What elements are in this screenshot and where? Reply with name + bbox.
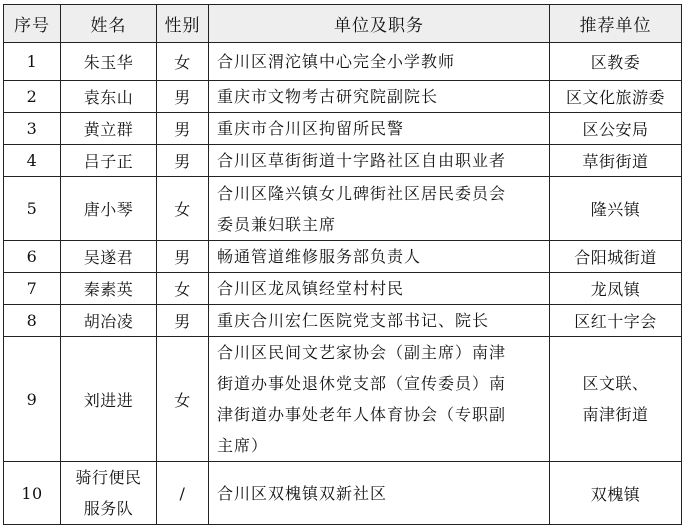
- row-index: 6: [4, 241, 61, 273]
- row-recommender: 龙凤镇: [550, 273, 682, 305]
- row-gender: 男: [157, 81, 209, 113]
- row-index: 2: [4, 81, 61, 113]
- header-name: 姓名: [61, 5, 157, 43]
- honoree-table: [3, 4, 682, 525]
- honoree-table-container: [3, 4, 682, 525]
- row-name: 吴遂君: [61, 241, 157, 273]
- table-row: [4, 337, 682, 462]
- header-recommender: 推荐单位: [550, 5, 682, 43]
- position-line: 委员兼妇联主席: [217, 214, 337, 234]
- row-recommender: [550, 337, 682, 462]
- row-gender: 女: [157, 337, 209, 462]
- name-line: 骑行便民: [75, 468, 142, 487]
- row-position: 重庆市文物考古研究院副院长: [209, 81, 550, 113]
- position-line: 津街道办事处老年人体育协会（专职副: [217, 405, 507, 424]
- row-index: 1: [4, 43, 61, 81]
- position-line: 街道办事处退休党支部（宣传委员）南: [217, 374, 507, 393]
- row-name: 刘进进: [61, 337, 157, 462]
- row-position: 合川区草街街道十字路社区自由职业者: [209, 145, 550, 177]
- row-position: [209, 337, 550, 462]
- position-line: 合川区隆兴镇女儿碑街社区居民委员会: [217, 183, 507, 203]
- table-row: [4, 145, 682, 177]
- row-position: 合川区龙凤镇经堂村村民: [209, 273, 550, 305]
- row-name: 黄立群: [61, 113, 157, 145]
- row-recommender: 区公安局: [550, 113, 682, 145]
- header-row: [4, 5, 682, 43]
- table-row: [4, 241, 682, 273]
- row-name: 吕子正: [61, 145, 157, 177]
- row-position: [209, 177, 550, 241]
- row-index: 9: [4, 337, 61, 462]
- table-row: [4, 177, 682, 241]
- row-index: 3: [4, 113, 61, 145]
- row-position: 合川区双槐镇双新社区: [209, 462, 550, 525]
- row-name: 胡冶凌: [61, 305, 157, 337]
- table-row: [4, 81, 682, 113]
- row-gender: /: [157, 462, 209, 525]
- row-recommender: 区红十字会: [550, 305, 682, 337]
- position-line: 合川区民间文艺家协会（副主席）南津: [217, 343, 507, 362]
- row-index: 10: [4, 462, 61, 525]
- row-recommender: 区文化旅游委: [550, 81, 682, 113]
- table-row: [4, 462, 682, 525]
- table-row: [4, 305, 682, 337]
- row-gender: 女: [157, 43, 209, 81]
- row-position: 合川区渭沱镇中心完全小学教师: [209, 43, 550, 81]
- row-recommender: 区教委: [550, 43, 682, 81]
- row-gender: 女: [157, 177, 209, 241]
- row-position: 畅通管道维修服务部负责人: [209, 241, 550, 273]
- row-name: 朱玉华: [61, 43, 157, 81]
- header-position: 单位及职务: [209, 5, 550, 43]
- table-row: [4, 273, 682, 305]
- row-gender: 男: [157, 305, 209, 337]
- row-name: 唐小琴: [61, 177, 157, 241]
- row-gender: 女: [157, 273, 209, 305]
- row-recommender: 隆兴镇: [550, 177, 682, 241]
- row-recommender: 合阳城街道: [550, 241, 682, 273]
- row-name: 秦素英: [61, 273, 157, 305]
- header-index: 序号: [4, 5, 61, 43]
- row-index: 5: [4, 177, 61, 241]
- row-name: [61, 462, 157, 525]
- position-line: 主席）: [217, 436, 269, 455]
- row-name: 袁东山: [61, 81, 157, 113]
- row-position: 重庆合川宏仁医院党支部书记、院长: [209, 305, 550, 337]
- row-gender: 男: [157, 145, 209, 177]
- recommender-line: 南津街道: [582, 405, 649, 424]
- row-recommender: 双槐镇: [550, 462, 682, 525]
- header-gender: 性别: [157, 5, 209, 43]
- row-gender: 男: [157, 241, 209, 273]
- row-recommender: 草街街道: [550, 145, 682, 177]
- recommender-line: 区文联、: [582, 374, 649, 393]
- table-row: [4, 43, 682, 81]
- row-gender: 男: [157, 113, 209, 145]
- row-position: 重庆市合川区拘留所民警: [209, 113, 550, 145]
- table-row: [4, 113, 682, 145]
- row-index: 8: [4, 305, 61, 337]
- row-index: 7: [4, 273, 61, 305]
- row-index: 4: [4, 145, 61, 177]
- name-line: 服务队: [83, 499, 134, 518]
